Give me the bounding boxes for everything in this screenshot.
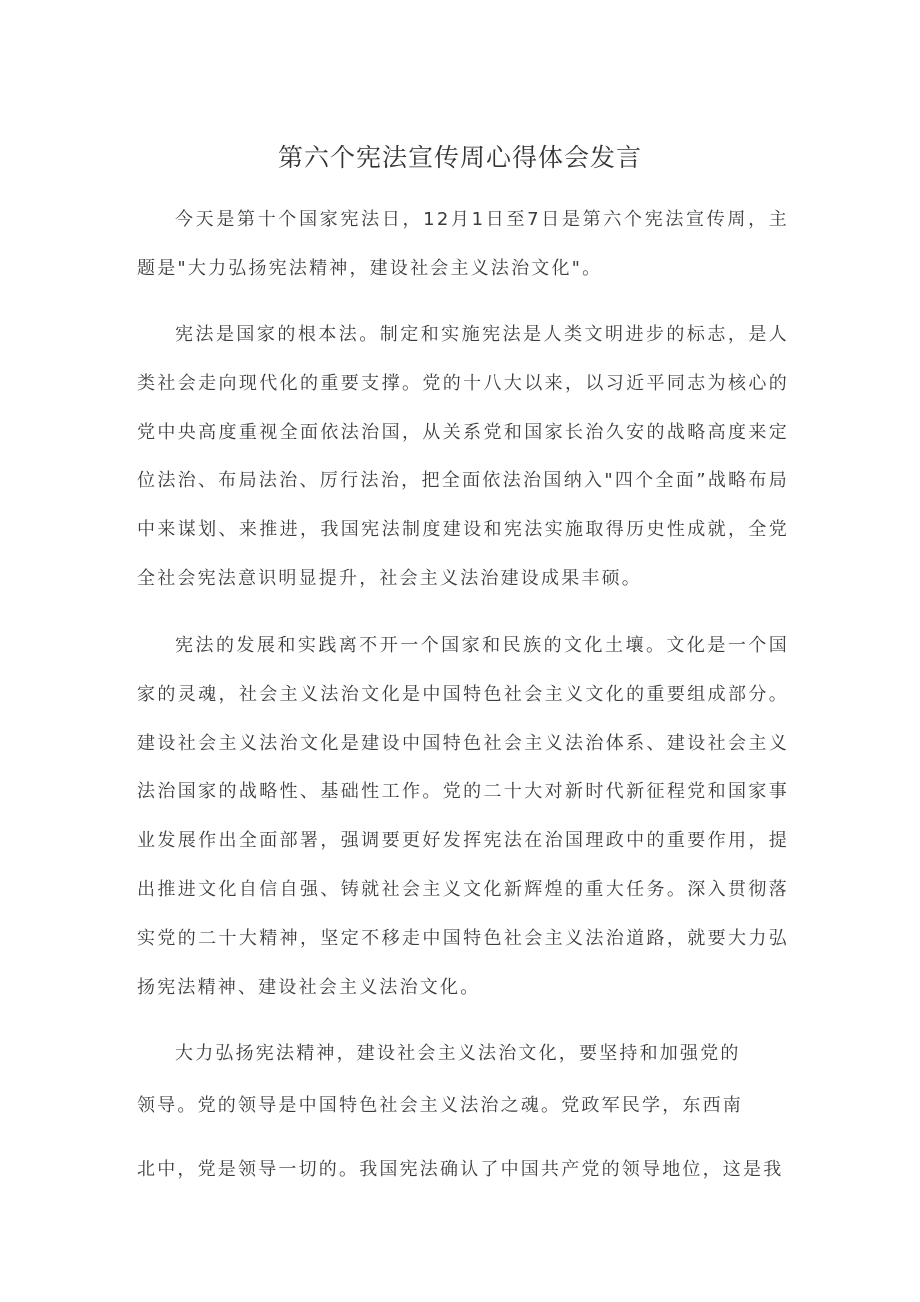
document-title: 第六个宪法宣传周心得体会发言 bbox=[277, 143, 642, 172]
paragraph-constitution-day: 今天是第十个国家宪法日，12月1日至7日是第六个宪法宣传周，主题是"大力弘扬宪法精神，建设社会主义法治文化"。 bbox=[137, 209, 789, 279]
paragraph-party-leadership-line-3: 北中，党是领导一切的。我国宪法确认了中国共产党的领导地位，这是我 bbox=[137, 1159, 784, 1180]
paragraph-fundamental-law: 宪法是国家的根本法。制定和实施宪法是人类文明进步的标志，是人类社会走向现代化的重要支撑。党的十八大以来，以习近平同志为核心的党中央高度重视全面依法治国，从关系党和国家长治久安的战略高度来定位法治、布局法治、厉行法治，把全面依法治国纳入"四个全面”战略布局中来谋划、来推进，我国宪法制度建设和宪法实施取得历史性成就，全党全社会宪法意识明显提升，社会主义法治建设成果丰硕。 bbox=[137, 324, 789, 589]
paragraph-party-leadership-line-1: 大力弘扬宪法精神，建设社会主义法治文化，要坚持和加强党的 bbox=[175, 1043, 741, 1064]
paragraph-culture-soil: 宪法的发展和实践离不开一个国家和民族的文化土壤。文化是一个国家的灵魂，社会主义法治文化是中国特色社会主义文化的重要组成部分。建设社会主义法治文化是建设中国特色社会主义法治体系、建设社会主义法治国家的战略性、基础性工作。党的二十大对新时代新征程党和国家事业发展作出全面部署，强调要更好发挥宪法在治国理政中的重要作用，提出推进文化自信自强、铸就社会主义文化新辉煌的重大任务。深入贯彻落实党的二十大精神，坚定不移走中国特色社会主义法治道路，就要大力弘扬宪法精神、建设社会主义法治文化。 bbox=[137, 635, 789, 998]
paragraph-party-leadership-line-2: 领导。党的领导是中国特色社会主义法治之魂。党政军民学，东西南 bbox=[137, 1095, 743, 1116]
